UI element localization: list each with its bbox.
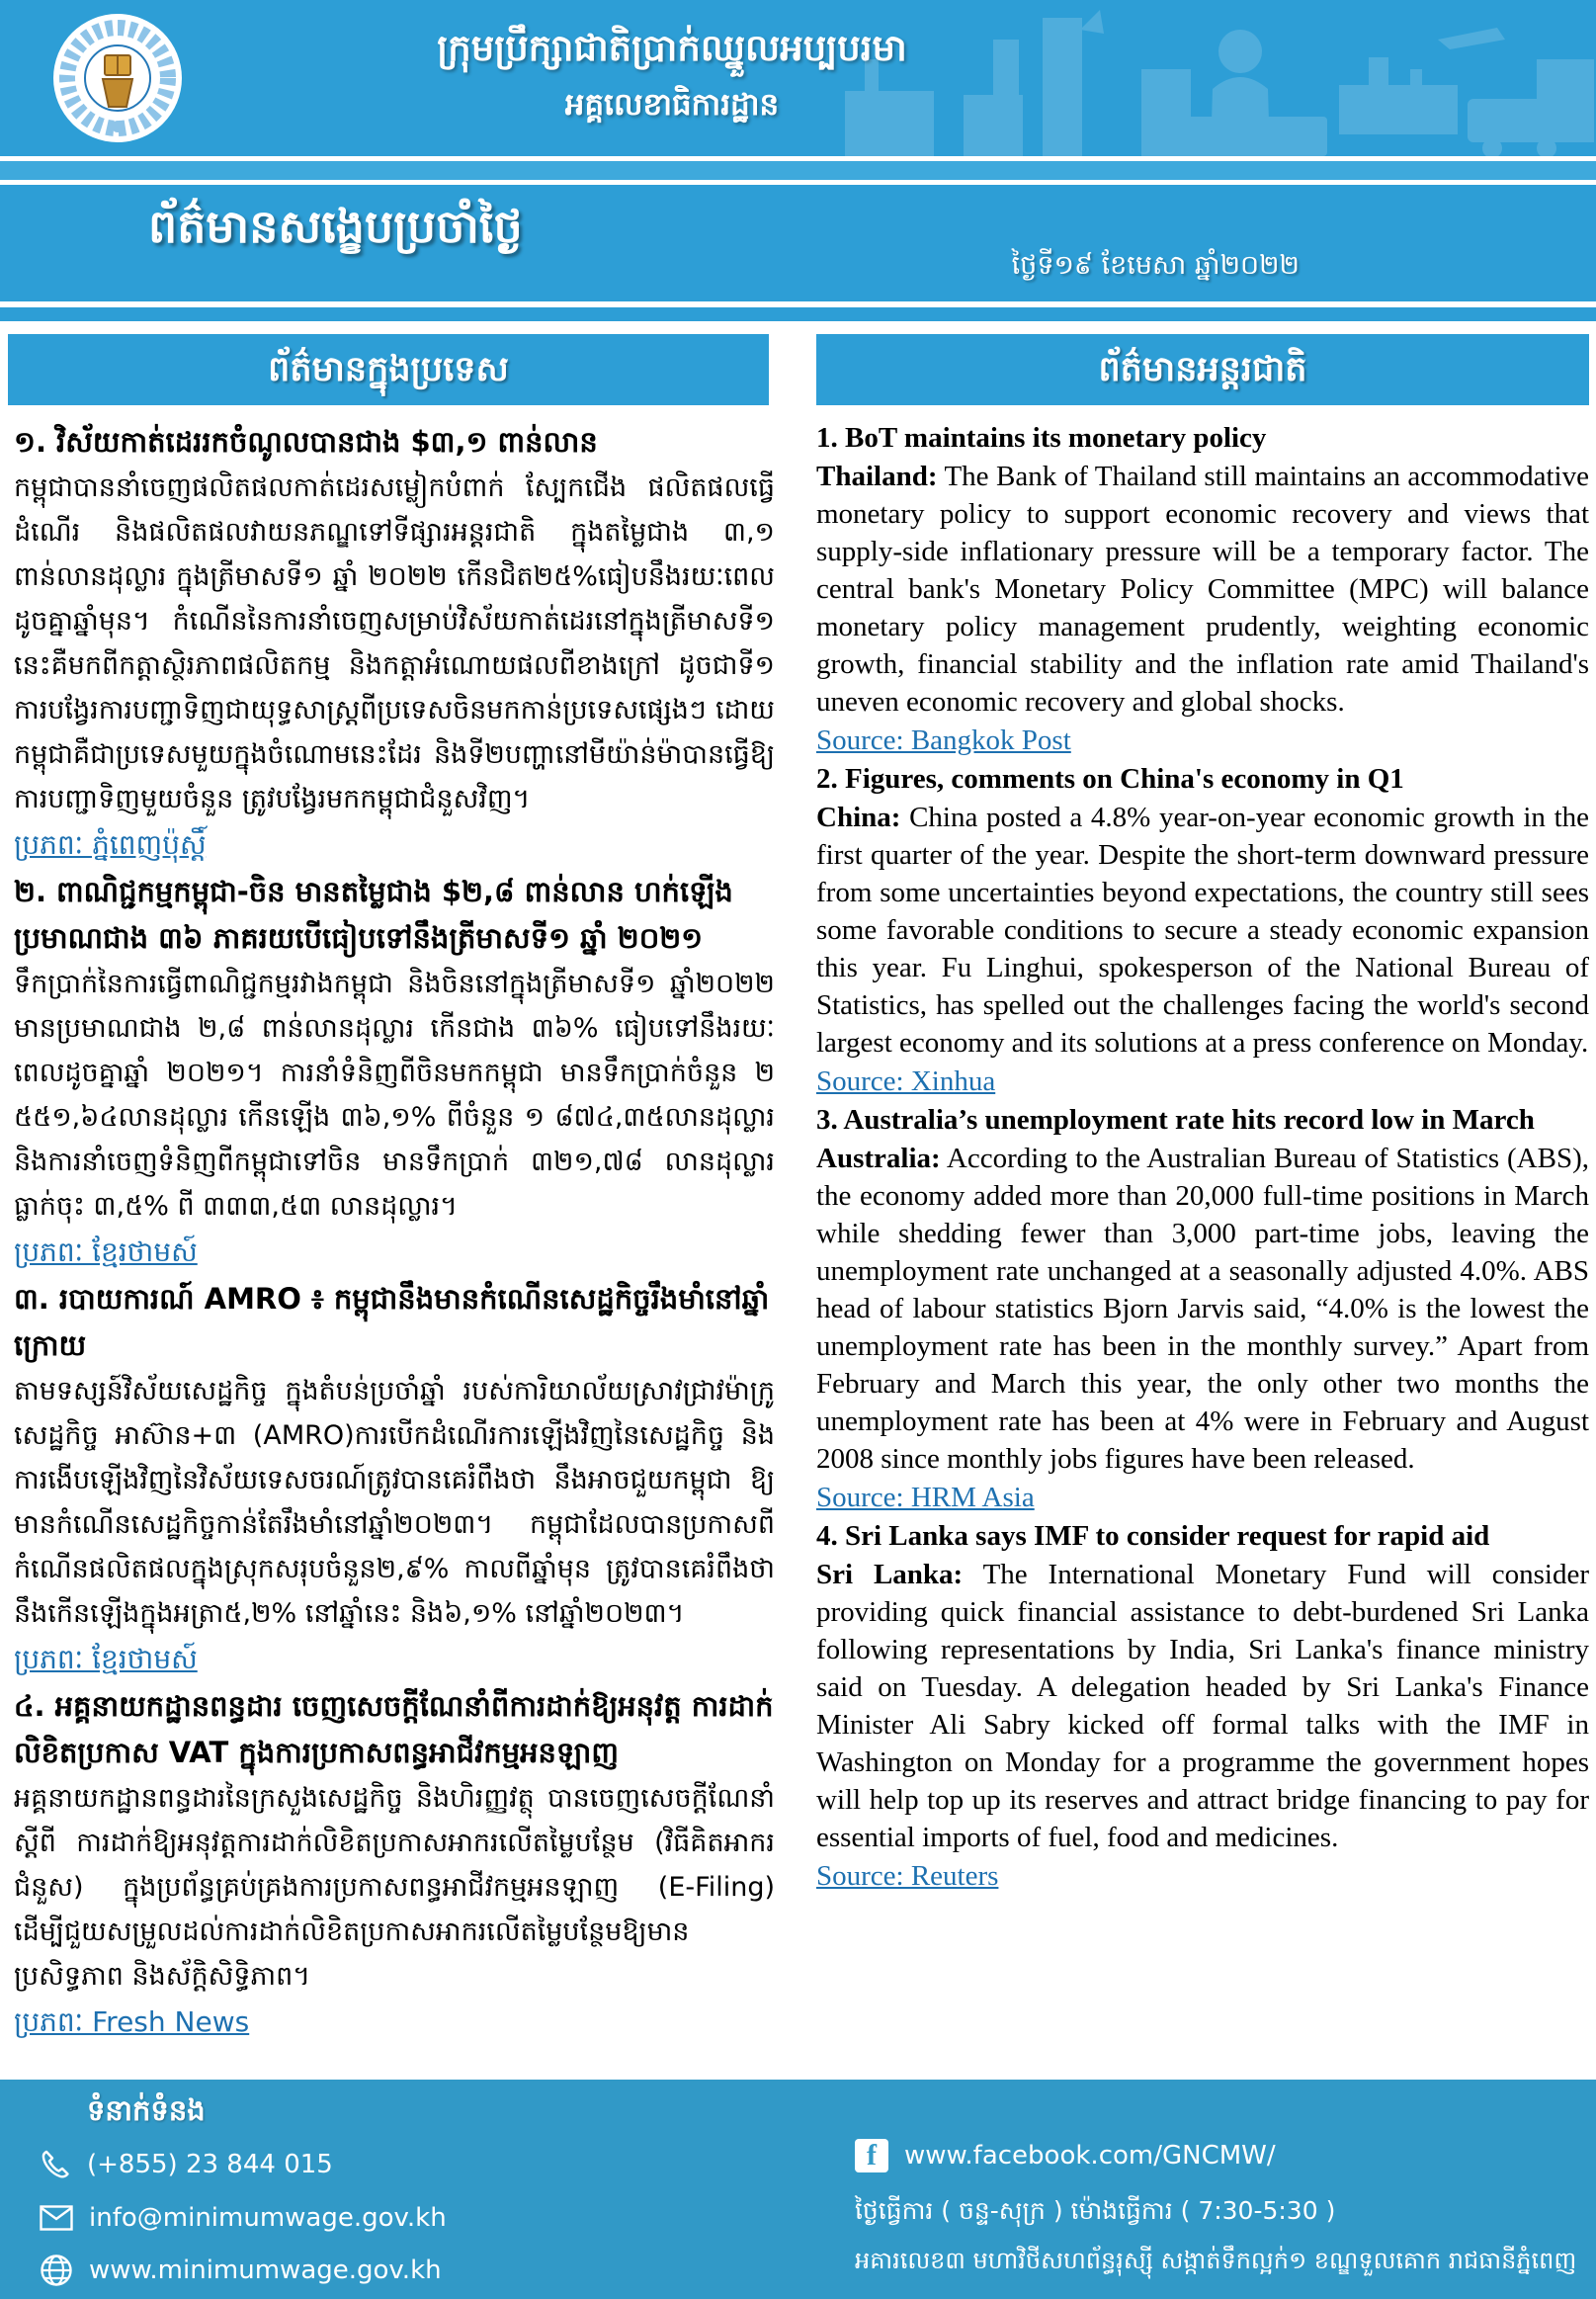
article-headline: ៤. អគ្គនាយកដ្ឋានពន្ធដារ ចេញសេចក្តីណែនាំពីការដាក់ឱ្យអនុវត្ត ការដាក់លិខិតប្រកាស VAT ក្នុងការប្រកាសពន្ធអាជីវកម្មអនឡាញ — [14, 1689, 774, 1769]
domestic-article-4 — [14, 1683, 775, 2046]
divider-stripe-top — [0, 161, 1596, 180]
international-news-column — [816, 419, 1589, 2078]
article-text: China posted a 4.8% year-on-year economic growth in the first quarter of the year. Despite the short-term downward pressure from some uncertainties beyond expectations, the country still sees some favorable conditions to secure a steady economic expansion this year. Fu Linghui, spokesperson of the National Bureau of Statistics, has spelled out the challenges facing the world's second largest economy and its solutions at a press conference on Monday. — [816, 802, 1589, 1059]
article-body: តាមទស្សន៍វិស័យសេដ្ឋកិច្ច ក្នុងតំបន់ប្រចាំឆ្នាំ របស់ការិយាល័យស្រាវជ្រាវម៉ាក្រូសេដ្ឋកិច្ច អាស៊ាន+៣ (AMRO)ការបើកដំណើរការឡើងវិញនៃសេដ្ឋកិច្ច និងការងើបឡើងវិញនៃវិស័យទេសចរណ៍ត្រូវបានគេរំពឹងថា នឹងអាចជួយកម្ពុជា ឱ្យមានកំណើនសេដ្ឋកិច្ចកាន់តែរឹងមាំនៅឆ្នាំ២០២៣។ កម្ពុជាដែលបានប្រកាសពីកំណើនផលិតផលក្នុងស្រុកសរុបចំនួន២,៩% កាលពីឆ្នាំមុន ត្រូវបានគេរំពឹងថានឹងកើនឡើងក្នុងអត្រា៥,២% នៅឆ្នាំនេះ និង៦,១% នៅឆ្នាំ២០២៣។ — [14, 1376, 775, 1629]
phone-row — [40, 2149, 333, 2180]
article-text: The International Monetary Fund will consider providing quick financial assistance to debt-burdened Sri Lanka following representations by India, Sri Lanka's finance ministry said on Tuesday. A delegation headed by Sri Lanka's Finance Minister Ali Sabry kicked off formal talks with the IMF in Washington on Monday for a programme the government hopes will help top up its reserves and attract bridge financing to pay for essential imports of fuel, food and medicines. — [816, 1559, 1589, 1853]
phone-number: (+855) 23 844 015 — [87, 2150, 333, 2179]
working-hours: ថ្ងៃធ្វើការ ( ចន្ទ-សុក្រ ) ម៉ោងធ្វើការ ( 7:30-5:30 ) — [855, 2196, 1336, 2225]
masthead — [0, 0, 1596, 156]
news-desk-watermark-illustration — [845, 0, 1596, 156]
title-banner — [0, 185, 1596, 301]
facebook-url: www.facebook.com/GNCMW/ — [904, 2141, 1276, 2171]
international-article-3 — [816, 1101, 1589, 1517]
article-source-link[interactable]: Source: Xinhua — [816, 1065, 996, 1097]
article-source-link[interactable]: Source: Bangkok Post — [816, 724, 1071, 756]
article-body — [816, 1556, 1589, 1856]
org-name-line2: អគ្គលេខាធិការដ្ឋាន — [564, 87, 780, 123]
email-row[interactable] — [40, 2203, 447, 2233]
article-text: The Bank of Thailand still maintains an accommodative monetary policy to support economic recovery and views that supply-side inflationary pressure will be a temporary factor. The central bank's Monetary Policy Committee (MPC) will balance monetary policy management prudently, weighting economic growth, financial stability and the inflation rate amid Thailand's uneven economic recovery and global shocks. — [816, 461, 1589, 718]
article-headline: ១. វិស័យកាត់ដេររកចំណូលបានជាង $៣,១ ពាន់លាន — [14, 425, 598, 459]
divider-stripe-bottom — [0, 307, 1596, 321]
article-headline: 2. Figures, comments on China's economy in Q1 — [816, 763, 1404, 795]
article-source-link[interactable]: ប្រភពៈ ភ្នំពេញប៉ុស្តិ៍ — [14, 828, 207, 861]
email-icon — [40, 2205, 73, 2231]
globe-icon — [40, 2254, 73, 2287]
article-body — [816, 1140, 1589, 1478]
article-body: ទឹកប្រាក់នៃការធ្វើពាណិជ្ជកម្មរវាងកម្ពុជា និងចិននៅក្នុងត្រីមាសទី១ ឆ្នាំ២០២២ មានប្រមាណជាង ២,៨ ពាន់លានដុល្លារ កើនជាង ៣៦% ធៀបទៅនឹងរយៈពេលដូចគ្នាឆ្នាំ ២០២១។ ការនាំទំនិញពីចិនមកកម្ពុជា មានទឹកប្រាក់ចំនួន ២ ៥៥១,៦៤លានដុល្លារ កើនឡើង ៣៦,១% ពីចំនួន ១ ៨៧៤,៣៥លានដុល្លារ និងការនាំចេញទំនិញពីកម្ពុជាទៅចិន មានទឹកប្រាក់ ៣២១,៧៨ លានដុល្លារ ធ្លាក់ចុះ ៣,៥% ពី ៣៣៣,៥៣ លានដុល្លារ។ — [14, 969, 775, 1222]
international-article-1 — [816, 419, 1589, 760]
article-source-link[interactable]: ប្រភពៈ ខ្មែរថាមស៍ — [14, 1643, 198, 1675]
domestic-article-3 — [14, 1276, 775, 1683]
article-headline: 1. BoT maintains its monetary policy — [816, 422, 1267, 454]
article-text: According to the Australian Bureau of Statistics (ABS), the economy added more than 20,000 full-time positions in March while shedding fewer than 3,000 part-time jobs, leaving the unemployment rate unchanged at a seasonally adjusted 4.0%. ABS head of labour statistics Bjorn Jarvis said, “4.0% is the lowest the unemployment rate has been in the monthly survey.” Apart from February and March this year, the only other two months the unemployment rate has been at 4% were in February and August 2008 since monthly jobs figures have been released. — [816, 1143, 1589, 1475]
article-lead: China: — [816, 802, 901, 833]
article-body: កម្ពុជាបាននាំចេញផលិតផលកាត់ដេរសម្លៀកបំពាក់ ស្បែកជើង ផលិតផលធ្វើដំណើរ និងផលិតផលវាយនភណ្ឌទៅទីផ្សារអន្តរជាតិ ក្នុងតម្លៃជាង ៣,១ ពាន់លានដុល្លារ ក្នុងត្រីមាសទី១ ឆ្នាំ ២០២២ កើនជិត២៥%ធៀបនឹងរយៈពេលដូចគ្នាឆ្នាំមុន។ កំណើននៃការនាំចេញសម្រាប់វិស័យកាត់ដេរនៅក្នុងត្រីមាសទី១ នេះគឺមកពីកត្តាស្ថិរភាពផលិតកម្ម និងកត្តាអំណោយផលពីខាងក្រៅ ដូចជាទី១ ការបង្វែរការបញ្ជាទិញជាយុទ្ធសាស្ត្រពីប្រទេសចិនមកកាន់ប្រទេសផ្សេងៗ ដោយកម្ពុជាគឺជាប្រទេសមួយក្នុងចំណោមនេះដែរ និងទី២បញ្ហានៅមីយ៉ាន់ម៉ាបានធ្វើឱ្យការបញ្ជាទិញមួយចំនួន ត្រូវបង្វែរមកកម្ពុជាជំនួសវិញ។ — [14, 472, 775, 814]
article-headline: 3. Australia’s unemployment rate hits record low in March — [816, 1104, 1535, 1136]
facebook-row[interactable] — [855, 2139, 1276, 2172]
article-headline: ៣. របាយការណ៍ AMRO ៖ កម្ពុជានឹងមានកំណើនសេដ្ឋកិច្ចរឹងមាំនៅឆ្នាំក្រោយ — [14, 1282, 770, 1362]
newsletter-title: ព័ត៌មានសង្ខេបប្រចាំថ្ងៃ — [148, 200, 523, 253]
domestic-news-header: ព័ត៌មានក្នុងប្រទេស — [8, 334, 769, 405]
article-headline: ២. ពាណិជ្ជកម្មកម្ពុជា-ចិន មានតម្លៃជាង $២,៨ ពាន់លាន ហក់ឡើង ប្រមាណជាង ៣៦ ភាគរយបើធៀបទៅនឹងត្រីមាសទី១ ឆ្នាំ ២០២១ — [14, 875, 733, 955]
issue-date: ថ្ងៃទី១៩ ខែមេសា ឆ្នាំ២០២២ — [1011, 250, 1300, 281]
domestic-article-1 — [14, 419, 775, 869]
article-body — [816, 799, 1589, 1062]
article-headline: 4. Sri Lanka says IMF to consider request for rapid aid — [816, 1520, 1490, 1552]
article-lead: Australia: — [816, 1143, 941, 1174]
article-source-link[interactable]: ប្រភពៈ ខ្មែរថាមស៍ — [14, 1235, 198, 1268]
org-name-line1: ក្រុមប្រឹក្សាជាតិប្រាក់ឈ្នួលអប្បបរមា — [437, 27, 907, 69]
council-logo-icon — [51, 12, 184, 144]
phone-icon — [40, 2149, 71, 2180]
article-lead: Sri Lanka: — [816, 1559, 964, 1590]
article-source-link[interactable]: Source: Reuters — [816, 1860, 999, 1892]
domestic-news-column — [14, 419, 775, 2078]
article-source-link[interactable]: Source: HRM Asia — [816, 1482, 1035, 1513]
article-body — [816, 458, 1589, 721]
article-body: អគ្គនាយកដ្ឋានពន្ធដារនៃក្រសួងសេដ្ឋកិច្ច និងហិរញ្ញវត្ថុ បានចេញសេចក្តីណែនាំ ស្តីពី ការដាក់ឱ្យអនុវត្តការដាក់លិខិតប្រកាសអាករលើតម្លៃបន្ថែម (វិធីគិតអាករជំនួស) ក្នុងប្រព័ន្ធគ្រប់គ្រងការប្រកាសពន្ធអាជីវកម្មអនឡាញ (E-Filing) ដើម្បីជួយសម្រួលដល់ការដាក់លិខិតប្រកាសអាករលើតម្លៃបន្ថែមឱ្យមានប្រសិទ្ធភាព និងស័ក្តិសិទ្ធិភាព។ — [14, 1783, 775, 1992]
international-news-header: ព័ត៌មានអន្តរជាតិ — [816, 334, 1589, 405]
domestic-article-2 — [14, 869, 775, 1276]
facebook-icon: f — [855, 2139, 888, 2172]
website-url: www.minimumwage.gov.kh — [89, 2256, 442, 2285]
contact-heading: ទំនាក់ទំនង — [87, 2093, 206, 2127]
website-row[interactable] — [40, 2254, 442, 2287]
office-address: អគារលេខ៣ មហាវិថីសហព័ន្ធរុស្ស៊ី សង្កាត់ទឹកល្អក់១ ខណ្ឌទួលគោក រាជធានីភ្នំពេញ — [855, 2247, 1577, 2274]
contact-footer — [0, 2080, 1596, 2299]
article-lead: Thailand: — [816, 461, 938, 492]
international-article-4 — [816, 1517, 1589, 1896]
article-source-link[interactable]: ប្រភពៈ Fresh News — [14, 2005, 250, 2038]
email-address: info@minimumwage.gov.kh — [89, 2203, 447, 2233]
international-article-2 — [816, 760, 1589, 1101]
